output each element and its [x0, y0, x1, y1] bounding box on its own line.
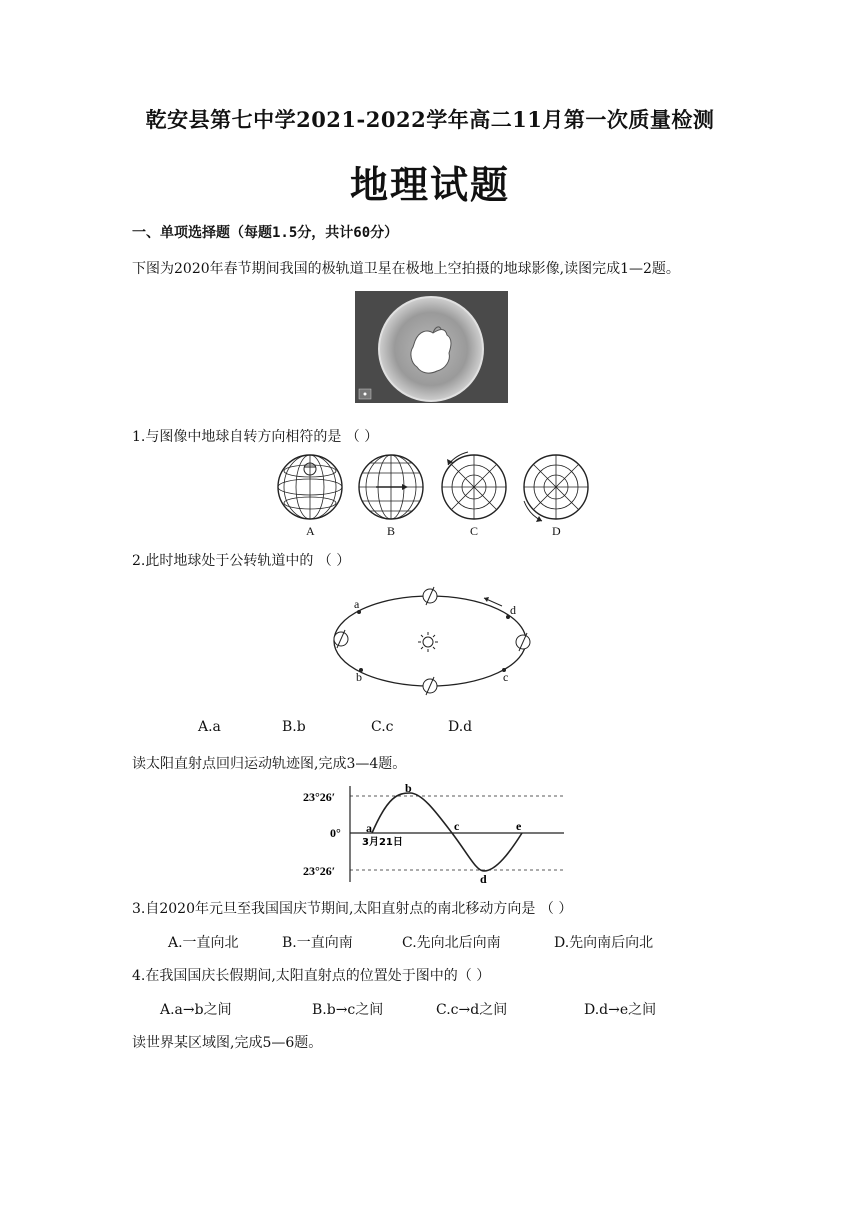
globe-a [278, 455, 342, 519]
globe-label-d: D [552, 524, 561, 538]
question-2-stem: 2.此时地球处于公转轨道中的 （ ） [132, 553, 351, 569]
earth-bottom [423, 677, 437, 695]
q4-option-c: C.c→d之间 [436, 1002, 508, 1018]
orbit-point-c: c [503, 670, 509, 684]
globe-c [442, 452, 506, 519]
chart-point-c: c [454, 819, 460, 833]
exam-subject-title: 地理试题 [349, 162, 510, 207]
question-1-globes-figure [272, 451, 602, 539]
question-1-stem: 1.与图像中地球自转方向相符的是 （ ） [132, 429, 379, 445]
chart-label-zero: 0° [330, 826, 341, 840]
globe-d [524, 455, 588, 522]
earth-right [516, 633, 530, 651]
orbit-point-d: d [510, 603, 516, 617]
orbit-point-a: a [354, 597, 360, 611]
sun-path-chart [300, 782, 570, 888]
q3-option-b: B.一直向南 [282, 935, 353, 951]
q3-option-a: A.一直向北 [168, 935, 239, 951]
q4-option-a: A.a→b之间 [160, 1002, 232, 1018]
chart-date-label: 3月21日 [362, 837, 403, 848]
exam-header-title: 乾安县第七中学2021-2022学年高二11月第一次质量检测 [145, 107, 715, 132]
q2-option-b: B.b [282, 719, 306, 735]
chart-label-top: 23°26′ [303, 790, 336, 804]
question-4-stem: 4.在我国国庆长假期间,太阳直射点的位置处于图中的（ ） [132, 968, 491, 984]
q4-option-d: D.d→e之间 [584, 1002, 657, 1018]
q3-option-c: C.先向北后向南 [402, 935, 501, 951]
chart-point-e: e [516, 819, 522, 833]
intro-text-3: 读世界某区域图,完成5—6题。 [132, 1035, 323, 1051]
q2-option-a: A.a [198, 719, 221, 735]
q4-option-b: B.b→c之间 [312, 1002, 384, 1018]
intro-text-2: 读太阳直射点回归运动轨迹图,完成3—4题。 [132, 756, 407, 772]
globe-label-b: B [387, 524, 396, 538]
chart-point-a: a [366, 821, 372, 835]
globe-label-a: A [306, 524, 315, 538]
chart-point-d: d [480, 872, 487, 886]
earth-top [423, 587, 437, 605]
intro-text-1: 下图为2020年春节期间我国的极轨道卫星在极地上空拍摄的地球影像,读图完成1—2题。 [132, 261, 680, 277]
chart-point-b: b [405, 782, 412, 795]
globe-label-c: C [470, 524, 479, 538]
globe-b [359, 455, 423, 519]
q2-option-c: C.c [371, 719, 394, 735]
orbit-point-b: b [356, 670, 362, 684]
q2-option-d: D.d [448, 719, 473, 735]
sun-icon [418, 632, 438, 652]
satellite-earth-image [355, 291, 508, 403]
q3-option-d: D.先向南后向北 [554, 935, 654, 951]
orbit-diagram [326, 586, 536, 696]
chart-label-bottom: 23°26′ [303, 864, 336, 878]
section-heading: 一、单项选择题（每题1.5分，共计60分） [132, 225, 399, 241]
question-3-stem: 3.自2020年元旦至我国国庆节期间,太阳直射点的南北移动方向是 （ ） [132, 901, 573, 917]
